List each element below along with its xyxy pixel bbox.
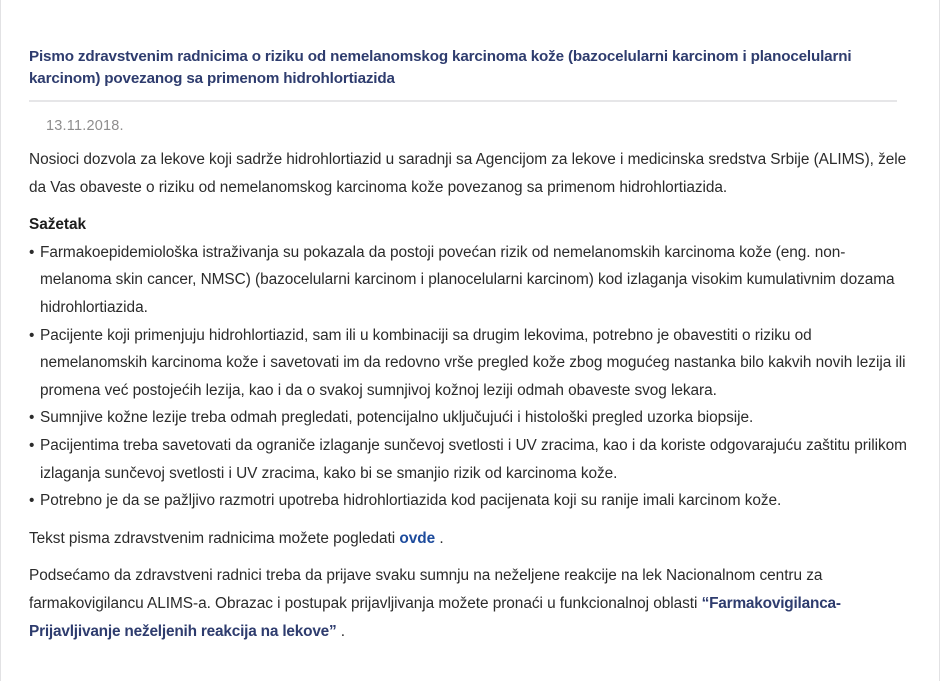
list-item	[29, 487, 911, 515]
functional-area-name: “Farmakovigilanca-Prijavljivanje neželjenih reakcija na lekove”	[29, 594, 841, 640]
bullet-icon: •	[29, 243, 35, 261]
letter-link-text-before: Tekst pisma zdravstvenim radnicima možete pogledati	[29, 529, 400, 547]
list-item-text: Sumnjive kožne lezije treba odmah pregledati, potencijalno uključujući i histološki pregled uzorka biopsije.	[40, 409, 754, 427]
intro-paragraph: Nosioci dozvola za lekove koji sadrže hidrohlortiazid u saradnji sa Agencijom za lekove i medicinska sredstva Srbije (ALIMS), žele da Vas obaveste o riziku od nemelanomskog karcinoma kože povezanog sa primenom hidrohlortiazida.	[29, 151, 907, 196]
summary-heading: Sažetak	[29, 216, 86, 234]
bullet-icon: •	[29, 409, 35, 427]
reporting-text-after: .	[336, 622, 345, 640]
article-body	[29, 136, 911, 645]
list-item	[29, 404, 911, 432]
page-title: Pismo zdravstvenim radnicima o riziku od nemelanomskog karcinoma kože (bazocelularni karcinom i planocelularni karcinom) povezanog sa primenom hidrohlortiazida	[29, 48, 852, 87]
summary-bullet-list	[29, 239, 911, 515]
list-item	[29, 322, 911, 405]
letter-link-text-after: .	[435, 529, 444, 547]
reporting-paragraph	[29, 562, 911, 645]
list-item-text: Pacijentima treba savetovati da ograniče izlaganje sunčevoj svetlosti i UV zracima, kao i da koriste odgovarajuću zaštitu prilikom izlaganja sunčevoj svetlosti i UV zracima, kako bi se smanjio rizik od karcinoma kože.	[40, 436, 907, 482]
list-item-text: Farmakoepidemiološka istraživanja su pokazala da postoji povećan rizik od nemelanomskih karcinoma kože (eng. non-melanoma skin cancer, NMSC) (bazocelularni karcinom i planocelularni karcinom) kod izlaganja visokim kumulativnim dozama hidrohlortiazida.	[40, 243, 895, 316]
article-date: 13.11.2018.	[46, 118, 124, 134]
article-content-column	[6, 0, 926, 681]
list-item-text: Pacijente koji primenjuju hidrohlortiazid, sam ili u kombinaciji sa drugim lekovima, potrebno je obavestiti o riziku od nemelanomskih karcinoma kože i savetovati im da redovno vrše pregled kože zbog mogućeg nastanka bilo kakvih novih lezija ili promena već postojećih lezija, kao i da o svakoj sumnjivoj kožnoj leziji odmah obaveste svog lekara.	[40, 326, 906, 399]
list-item	[29, 432, 911, 487]
list-paragraph-spacer	[29, 515, 911, 525]
bullet-icon: •	[29, 492, 35, 510]
reporting-text-before: Podsećamo da zdravstveni radnici treba da prijave svaku sumnju na neželjene reakcije na lek Nacionalnom centru za farmakovigilancu ALIMS-a. Obrazac i postupak prijavljivanja možete pronaći u funkcionalnoj oblasti	[29, 567, 823, 612]
bullet-icon: •	[29, 436, 35, 454]
letter-link-paragraph	[29, 525, 911, 553]
list-item-text: Potrebno je da se pažljivo razmotri upotreba hidrohlortiazida kod pacijenata koji su ranije imali karcinom kože.	[40, 492, 782, 510]
list-item	[29, 239, 911, 322]
bullet-icon: •	[29, 326, 35, 344]
letter-text-link[interactable]: ovde	[399, 529, 436, 547]
